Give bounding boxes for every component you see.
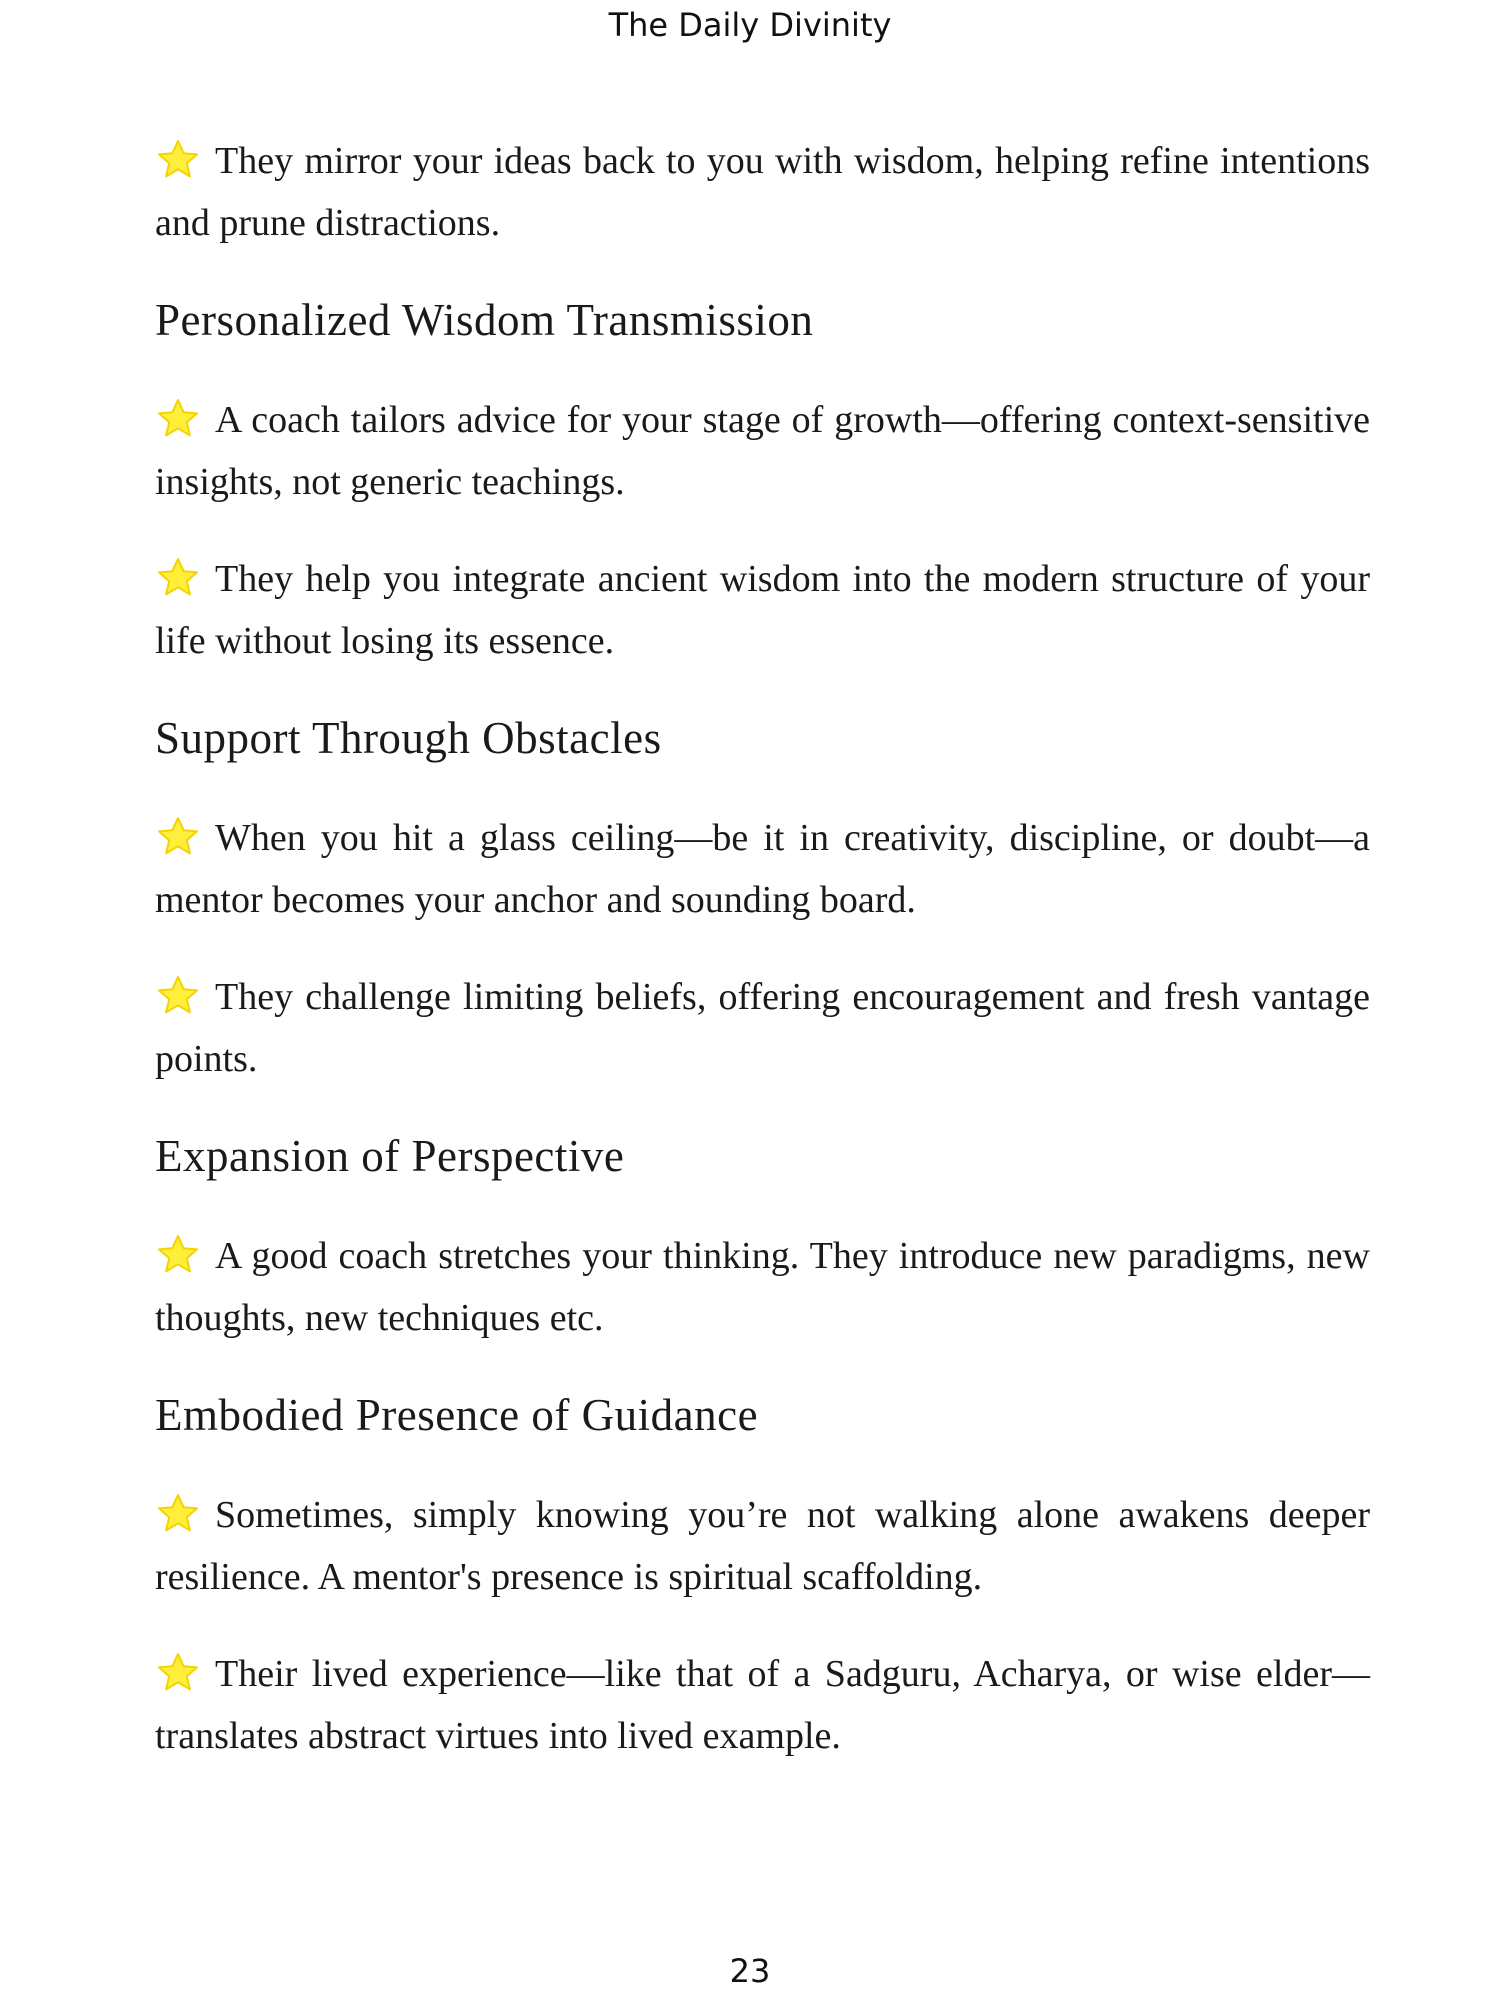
section-heading: Support Through Obstacles — [155, 713, 662, 763]
star-icon — [155, 816, 201, 856]
bullet-text: A good coach stretches your thinking. They introduce new paradigms, new thoughts, new techniques etc. — [155, 1235, 1370, 1339]
bullet-text: They challenge limiting beliefs, offering encouragement and fresh vantage points. — [155, 976, 1370, 1080]
section-heading: Expansion of Perspective — [155, 1131, 625, 1181]
star-icon — [155, 1652, 201, 1692]
bullet-paragraph — [155, 1643, 1370, 1767]
page-number: 23 — [729, 1952, 771, 1990]
bullet-text: Sometimes, simply knowing you’re not walking alone awakens deeper resilience. A mentor's presence is spiritual scaffolding. — [155, 1494, 1370, 1598]
bullet-paragraph — [155, 1484, 1370, 1608]
bullet-paragraph — [155, 130, 1370, 254]
section-heading: Personalized Wisdom Transmission — [155, 295, 814, 345]
bullet-paragraph — [155, 548, 1370, 672]
bullet-text: A coach tailors advice for your stage of growth—offering context-sensitive insights, not generic teachings. — [155, 399, 1370, 503]
bullet-paragraph — [155, 1225, 1370, 1349]
bullet-paragraph — [155, 389, 1370, 513]
bullet-text: Their lived experience—like that of a Sadguru, Acharya, or wise elder—translates abstract virtues into lived example. — [155, 1653, 1370, 1757]
bullet-paragraph — [155, 966, 1370, 1090]
page-body — [155, 130, 1370, 1802]
star-icon — [155, 398, 201, 438]
star-icon — [155, 975, 201, 1015]
bullet-text: They mirror your ideas back to you with wisdom, helping refine intentions and prune distractions. — [155, 140, 1370, 244]
section-heading: Embodied Presence of Guidance — [155, 1390, 759, 1440]
star-icon — [155, 139, 201, 179]
bullet-text: When you hit a glass ceiling—be it in creativity, discipline, or doubt—a mentor becomes your anchor and sounding board. — [155, 817, 1370, 921]
star-icon — [155, 1493, 201, 1533]
running-head: The Daily Divinity — [608, 6, 892, 44]
bullet-text: They help you integrate ancient wisdom into the modern structure of your life without losing its essence. — [155, 558, 1370, 662]
star-icon — [155, 1234, 201, 1274]
bullet-paragraph — [155, 807, 1370, 931]
star-icon — [155, 557, 201, 597]
